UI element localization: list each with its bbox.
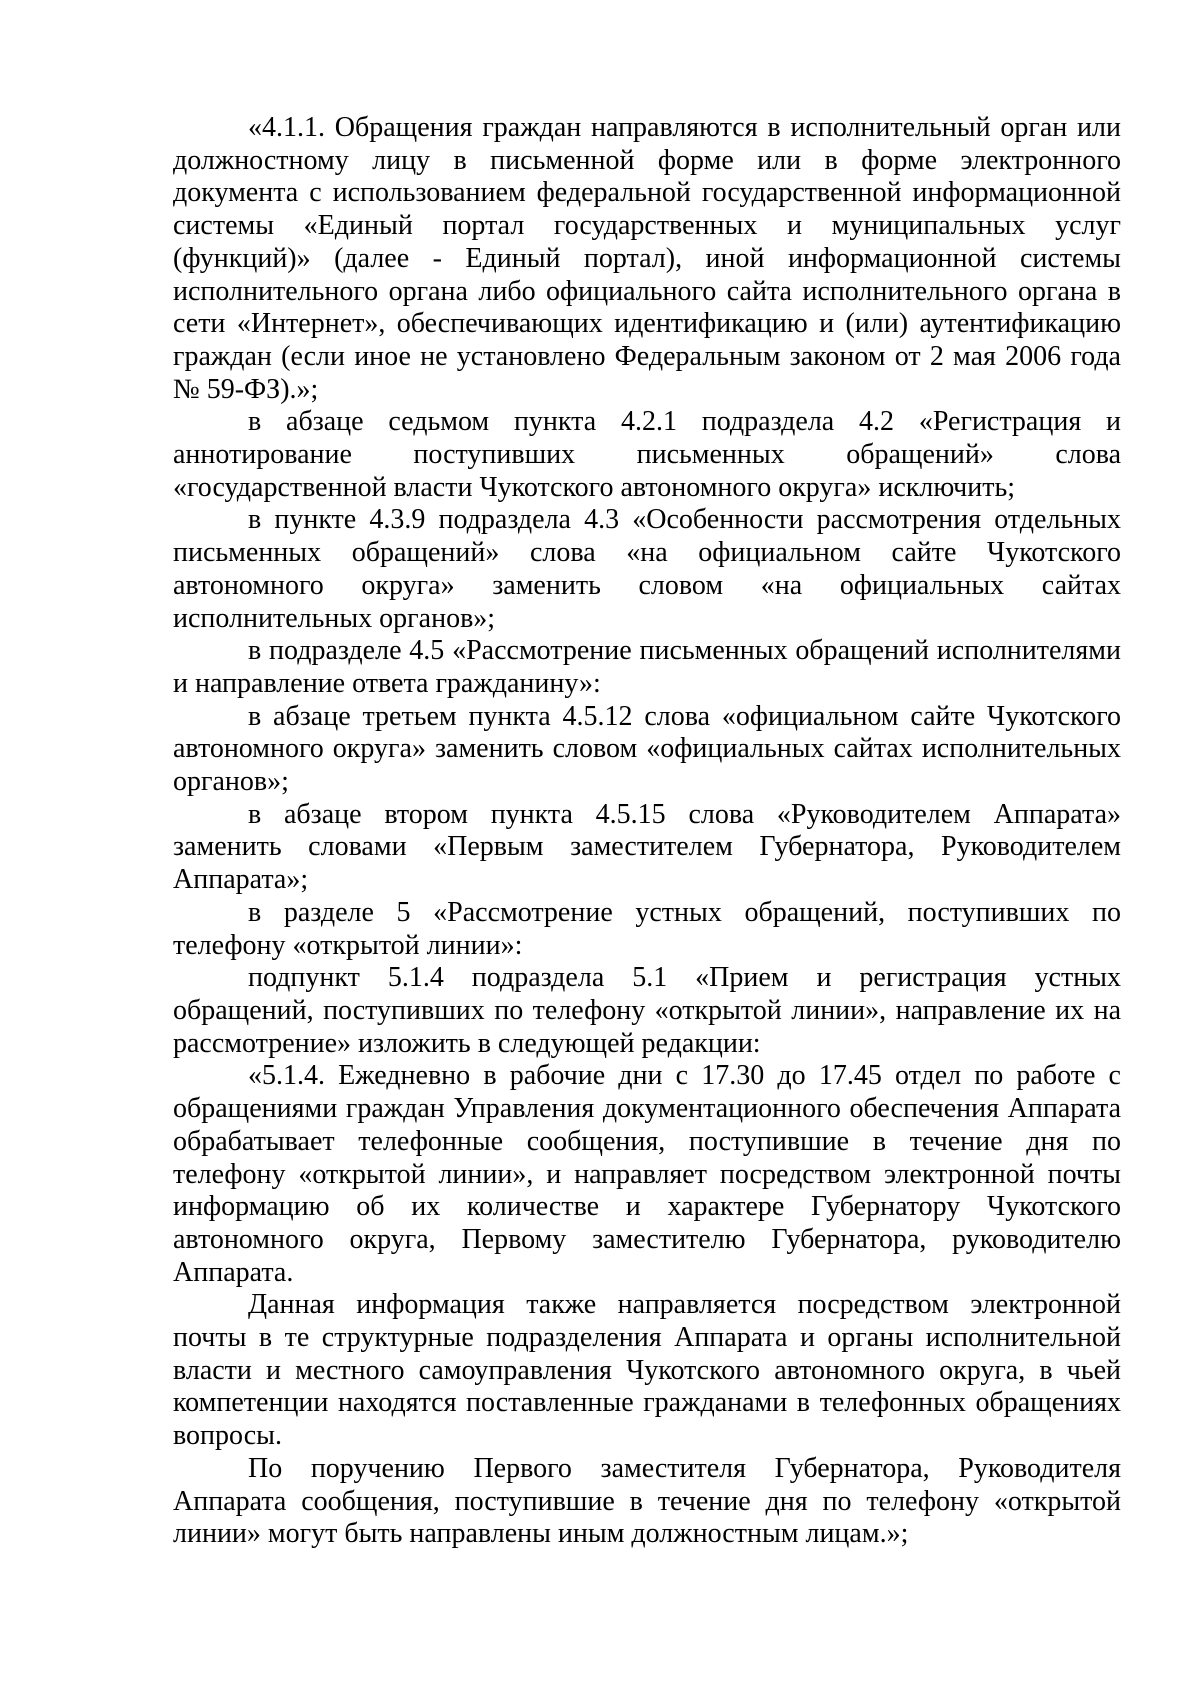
paragraph-4-5-intro: в подразделе 4.5 «Рассмотрение письменных обращений исполнителями и направление ответа гражданину»: xyxy=(173,635,1121,699)
paragraph-instruction: По поручению Первого заместителя Губернатора, Руководителя Аппарата сообщения, поступившие в течение дня по телефону «открытой линии» могут быть направлены иным должностным лицам.»; xyxy=(173,1452,1121,1550)
paragraph-5-1-4-text: «5.1.4. Ежедневно в рабочие дни с 17.30 до 17.45 отдел по работе с обращениями граждан Управления документационного обеспечения Аппарата обрабатывает телефонные сообщения, поступившие в течение дня по телефону «открытой линии», и направляет посредством электронной почты информацию об их количестве и характере Губернатору Чукотского автономного округа, Первому заместителю Губернатора, руководителю Аппарата. xyxy=(173,1060,1121,1288)
paragraph-5-1-4-intro: подпункт 5.1.4 подраздела 5.1 «Прием и регистрация устных обращений, поступивших по телефону «открытой линии», направление их на рассмотрение» изложить в следующей редакции: xyxy=(173,962,1121,1059)
paragraph-4-5-15: в абзаце втором пункта 4.5.15 слова «Руководителем Аппарата» заменить словами «Первым заместителем Губернатора, Руководителем Аппарата»; xyxy=(173,798,1121,896)
paragraph-4-1-1: «4.1.1. Обращения граждан направляются в исполнительный орган или должностному лицу в письменной форме или в форме электронного документа с использованием федеральной государственной информационной системы «Единый портал государственных и муниципальных услуг (функций)» (далее - Единый портал), иной информационной системы исполнительного органа либо официального сайта исполнительного органа в сети «Интернет», обеспечивающих идентификацию и (или) аутентификацию граждан (если иное не установлено Федеральным законом от 2 мая 2006 года № 59-ФЗ).»; xyxy=(173,112,1121,405)
paragraph-4-2-1: в абзаце седьмом пункта 4.2.1 подраздела 4.2 «Регистрация и аннотирование поступивших письменных обращений» слова «государственной власти Чукотского автономного округа» исключить; xyxy=(173,406,1121,503)
paragraph-info-distribution: Данная информация также направляется посредством электронной почты в те структурные подразделения Аппарата и органы исполнительной власти и местного самоуправления Чукотского автономного округа, в чьей компетенции находятся поставленные гражданами в телефонных обращениях вопросы. xyxy=(173,1289,1121,1452)
paragraph-section-5-intro: в разделе 5 «Рассмотрение устных обращений, поступивших по телефону «открытой линии»: xyxy=(173,896,1121,961)
paragraph-4-5-12: в абзаце третьем пункта 4.5.12 слова «официальном сайте Чукотского автономного округа» заменить словом «официальных сайтах исполнительных органов»; xyxy=(173,700,1121,798)
document-page xyxy=(173,112,1121,1551)
paragraph-4-3-9: в пункте 4.3.9 подраздела 4.3 «Особенности рассмотрения отдельных письменных обращений» слова «на официальном сайте Чукотского автономного округа» заменить словом «на официальных сайтах исполнительных органов»; xyxy=(173,504,1121,634)
